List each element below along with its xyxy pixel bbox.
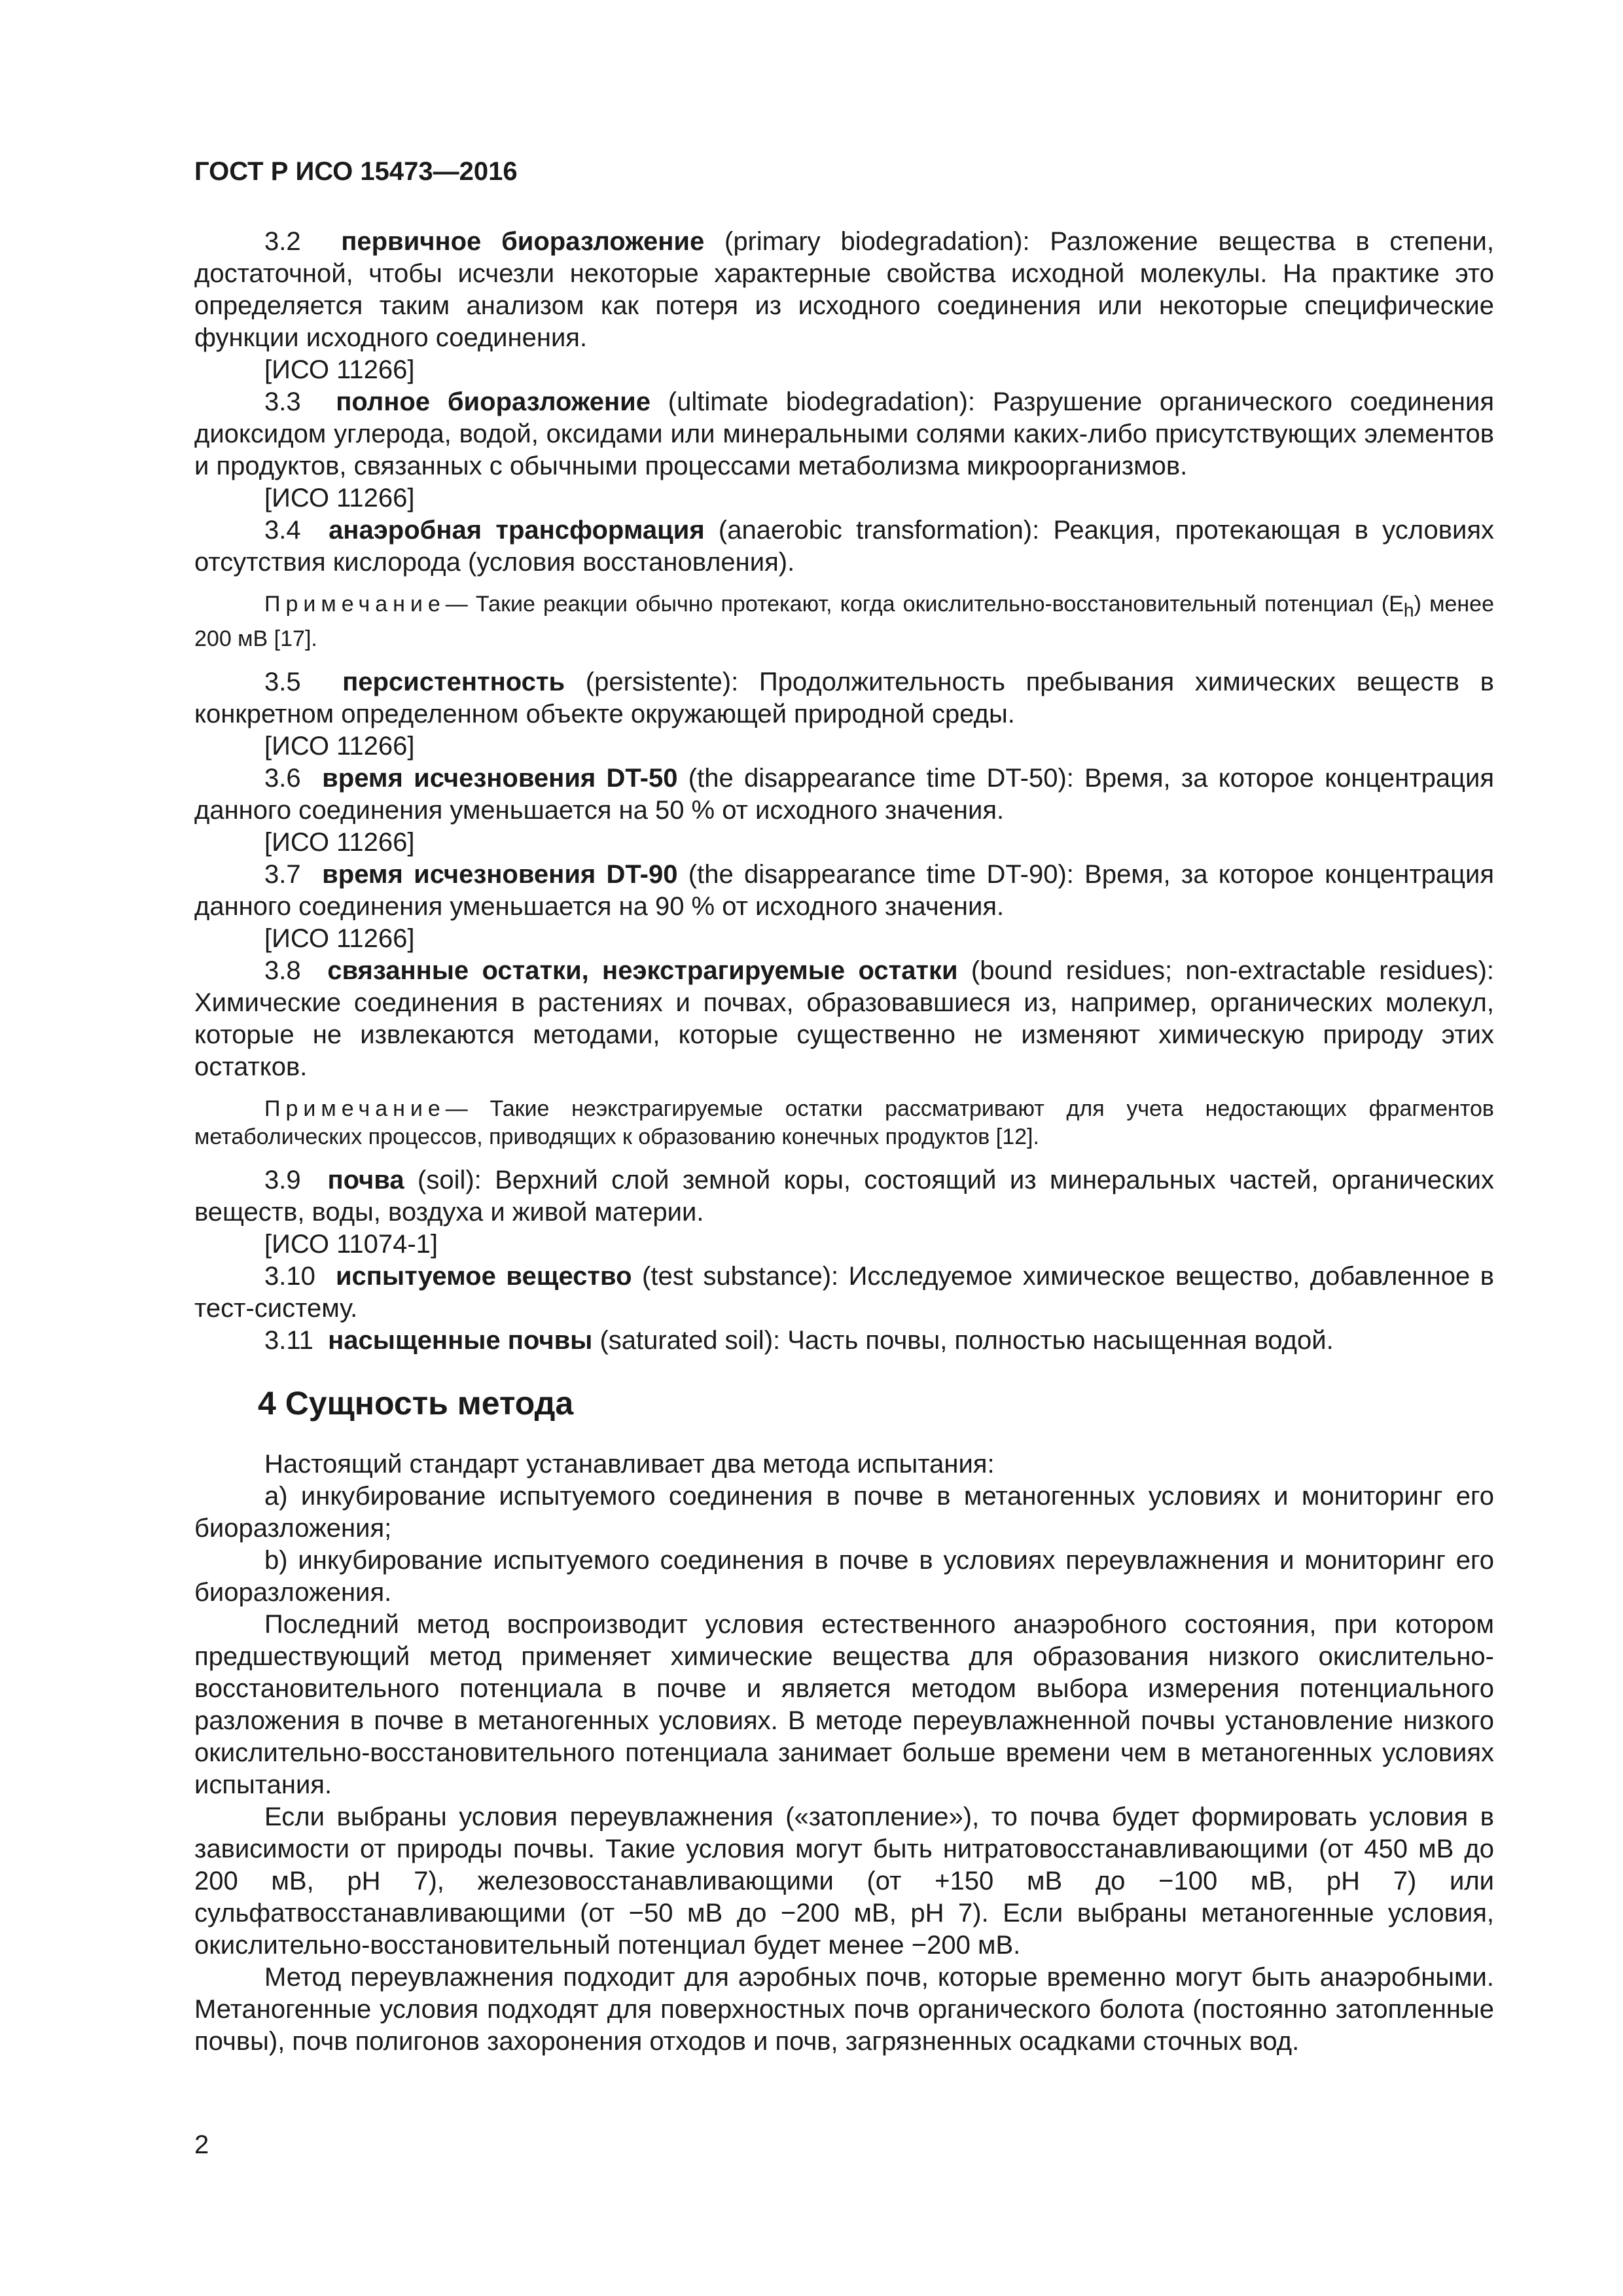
section-heading: 4 Сущность метода xyxy=(258,1384,574,1422)
reference: [ИСО 11266] xyxy=(264,355,415,384)
term-title: время исчезновения DT-50 xyxy=(322,763,678,793)
term-3-11: 3.11 насыщенные почвы (saturated soil): Часть почвы, полностью насыщенная водой. xyxy=(264,1325,1334,1355)
term-3-2: 3.2 первичное биоразложение (primary biodegradation): Разложение вещества в степени, достаточной, чтобы исчезли некоторые характерные свойства исходной молекулы. На практике это определяется таким анализом как потеря из исходного соединения или некоторые специфические функции исходного соединения. xyxy=(194,227,1494,352)
term-3-3: 3.3 полное биоразложение (ultimate biodegradation): Разрушение органического соединения диоксидом углерода, водой, оксидами или минеральными солями каких-либо присутствующих элементов и продуктов, связанных с обычными процессами метаболизма микроорганизмов. xyxy=(194,387,1495,480)
document-page xyxy=(194,157,1494,2058)
section-paragraph: Если выбраны условия переувлажнения («затопление»), то почва будет формировать условия в зависимости от природы почвы. Такие условия могут быть нитратовосстанавливающими (от 450 мВ до 200 мВ, pH 7), железовосстанавливающими (от +150 мВ до −100 мВ, pH 7) или сульфатвосстанавливающими (от −50 мВ до −200 мВ, pH 7). Если выбраны метаногенные условия, окислительно-восстановительный потенциал будет менее −200 мВ. xyxy=(194,1802,1494,1960)
note-2: Примечание— Такие неэкстрагируемые остатки рассматривают для учета недостающих фрагментов метаболических процессов, приводящих к образованию конечных продуктов [12]. xyxy=(194,1096,1494,1149)
reference: [ИСО 11266] xyxy=(264,484,415,512)
page-number: 2 xyxy=(194,2130,209,2159)
reference: [ИСО 11074-1] xyxy=(264,1229,438,1259)
note-1: Примечание— Такие реакции обычно протекают, когда окислительно-восстановительный потенциал $(E_h)$ менее 200 мВ [17]. xyxy=(194,592,1494,651)
section-paragraph: Последний метод воспроизводит условия естественного анаэробного состояния, при котором предшествующий метод применяет химические вещества для образования низкого окислительно-восстановительного потенциала в почве и является методом выбора измерения потенциального разложения в почве в метаногенных условиях. В методе переувлажненной почвы установление низкого окислительно-восстановительного потенциала занимает больше времени чем в метаногенных условиях испытания. xyxy=(194,1609,1494,1799)
section-paragraph: Метод переувлажнения подходит для аэробных почв, которые временно могут быть анаэробными. Метаногенные условия подходят для поверхностных почв органического болота (постоянно затопленные почвы), почв полигонов захоронения отходов и почв, загрязненных осадками сточных вод. xyxy=(194,1962,1494,2056)
term-title: анаэробная трансформация xyxy=(329,516,705,545)
term-3-5: 3.5 персистентность (persistente): Продолжительность пребывания химических веществ в конкретном определенном объекте окружающей природной среды. xyxy=(194,667,1494,728)
term-title: связанные остатки, неэкстрагируемые остатки xyxy=(327,956,958,985)
term-3-8: 3.8 связанные остатки, неэкстрагируемые остатки (bound residues; non-extractable residues): Химические соединения в растениях и почвах, образовавшиеся из, например, органических молекул, которые не извлекаются методами, которые существенно не изменяют химическую природу этих остатков. xyxy=(194,956,1495,1081)
term-title: время исчезновения DT-90 xyxy=(322,859,678,889)
term-3-9: 3.9 почва (soil): Верхний слой земной коры, состоящий из минеральных частей, органических веществ, воды, воздуха и живой материи. xyxy=(194,1165,1494,1227)
section-paragraph: a) инкубирование испытуемого соединения в почве в метаногенных условиях и мониторинг его биоразложения; xyxy=(194,1481,1494,1543)
term-3-4: 3.4 анаэробная трансформация (anaerobic transformation): Реакция, протекающая в условиях отсутствия кислорода (условия восстановления). xyxy=(194,516,1494,577)
note-label: Примечание xyxy=(264,592,446,617)
term-3-6: 3.6 время исчезновения DT-50 (the disappearance time DT-50): Время, за которое концентрация данного соединения уменьшается на 50 % от исходного значения. xyxy=(194,763,1494,825)
term-title: почва xyxy=(327,1165,404,1194)
term-title: персистентность xyxy=(342,667,565,696)
term-3-7: 3.7 время исчезновения DT-90 (the disappearance time DT-90): Время, за которое концентрация данного соединения уменьшается на 90 % от исходного значения. xyxy=(194,859,1494,921)
term-title: испытуемое вещество xyxy=(335,1261,632,1291)
reference: [ИСО 11266] xyxy=(264,924,415,953)
term-title: первичное биоразложение xyxy=(341,227,705,256)
section-paragraph: b) инкубирование испытуемого соединения в почве в условиях переувлажнения и мониторинг его биоразложения. xyxy=(194,1545,1494,1607)
term-title: насыщенные почвы xyxy=(328,1325,593,1355)
reference: [ИСО 11266] xyxy=(264,827,415,857)
reference: [ИСО 11266] xyxy=(264,731,415,761)
term-title: полное биоразложение xyxy=(336,387,651,416)
section-paragraph: Настоящий стандарт устанавливает два метода испытания: xyxy=(264,1449,995,1479)
document-header: ГОСТ Р ИСО 15473—2016 xyxy=(194,157,518,186)
note-label: Примечание xyxy=(264,1096,446,1121)
term-3-10: 3.10 испытуемое вещество (test substance): Исследуемое химическое вещество, добавленное в тест-систему. xyxy=(194,1261,1495,1323)
